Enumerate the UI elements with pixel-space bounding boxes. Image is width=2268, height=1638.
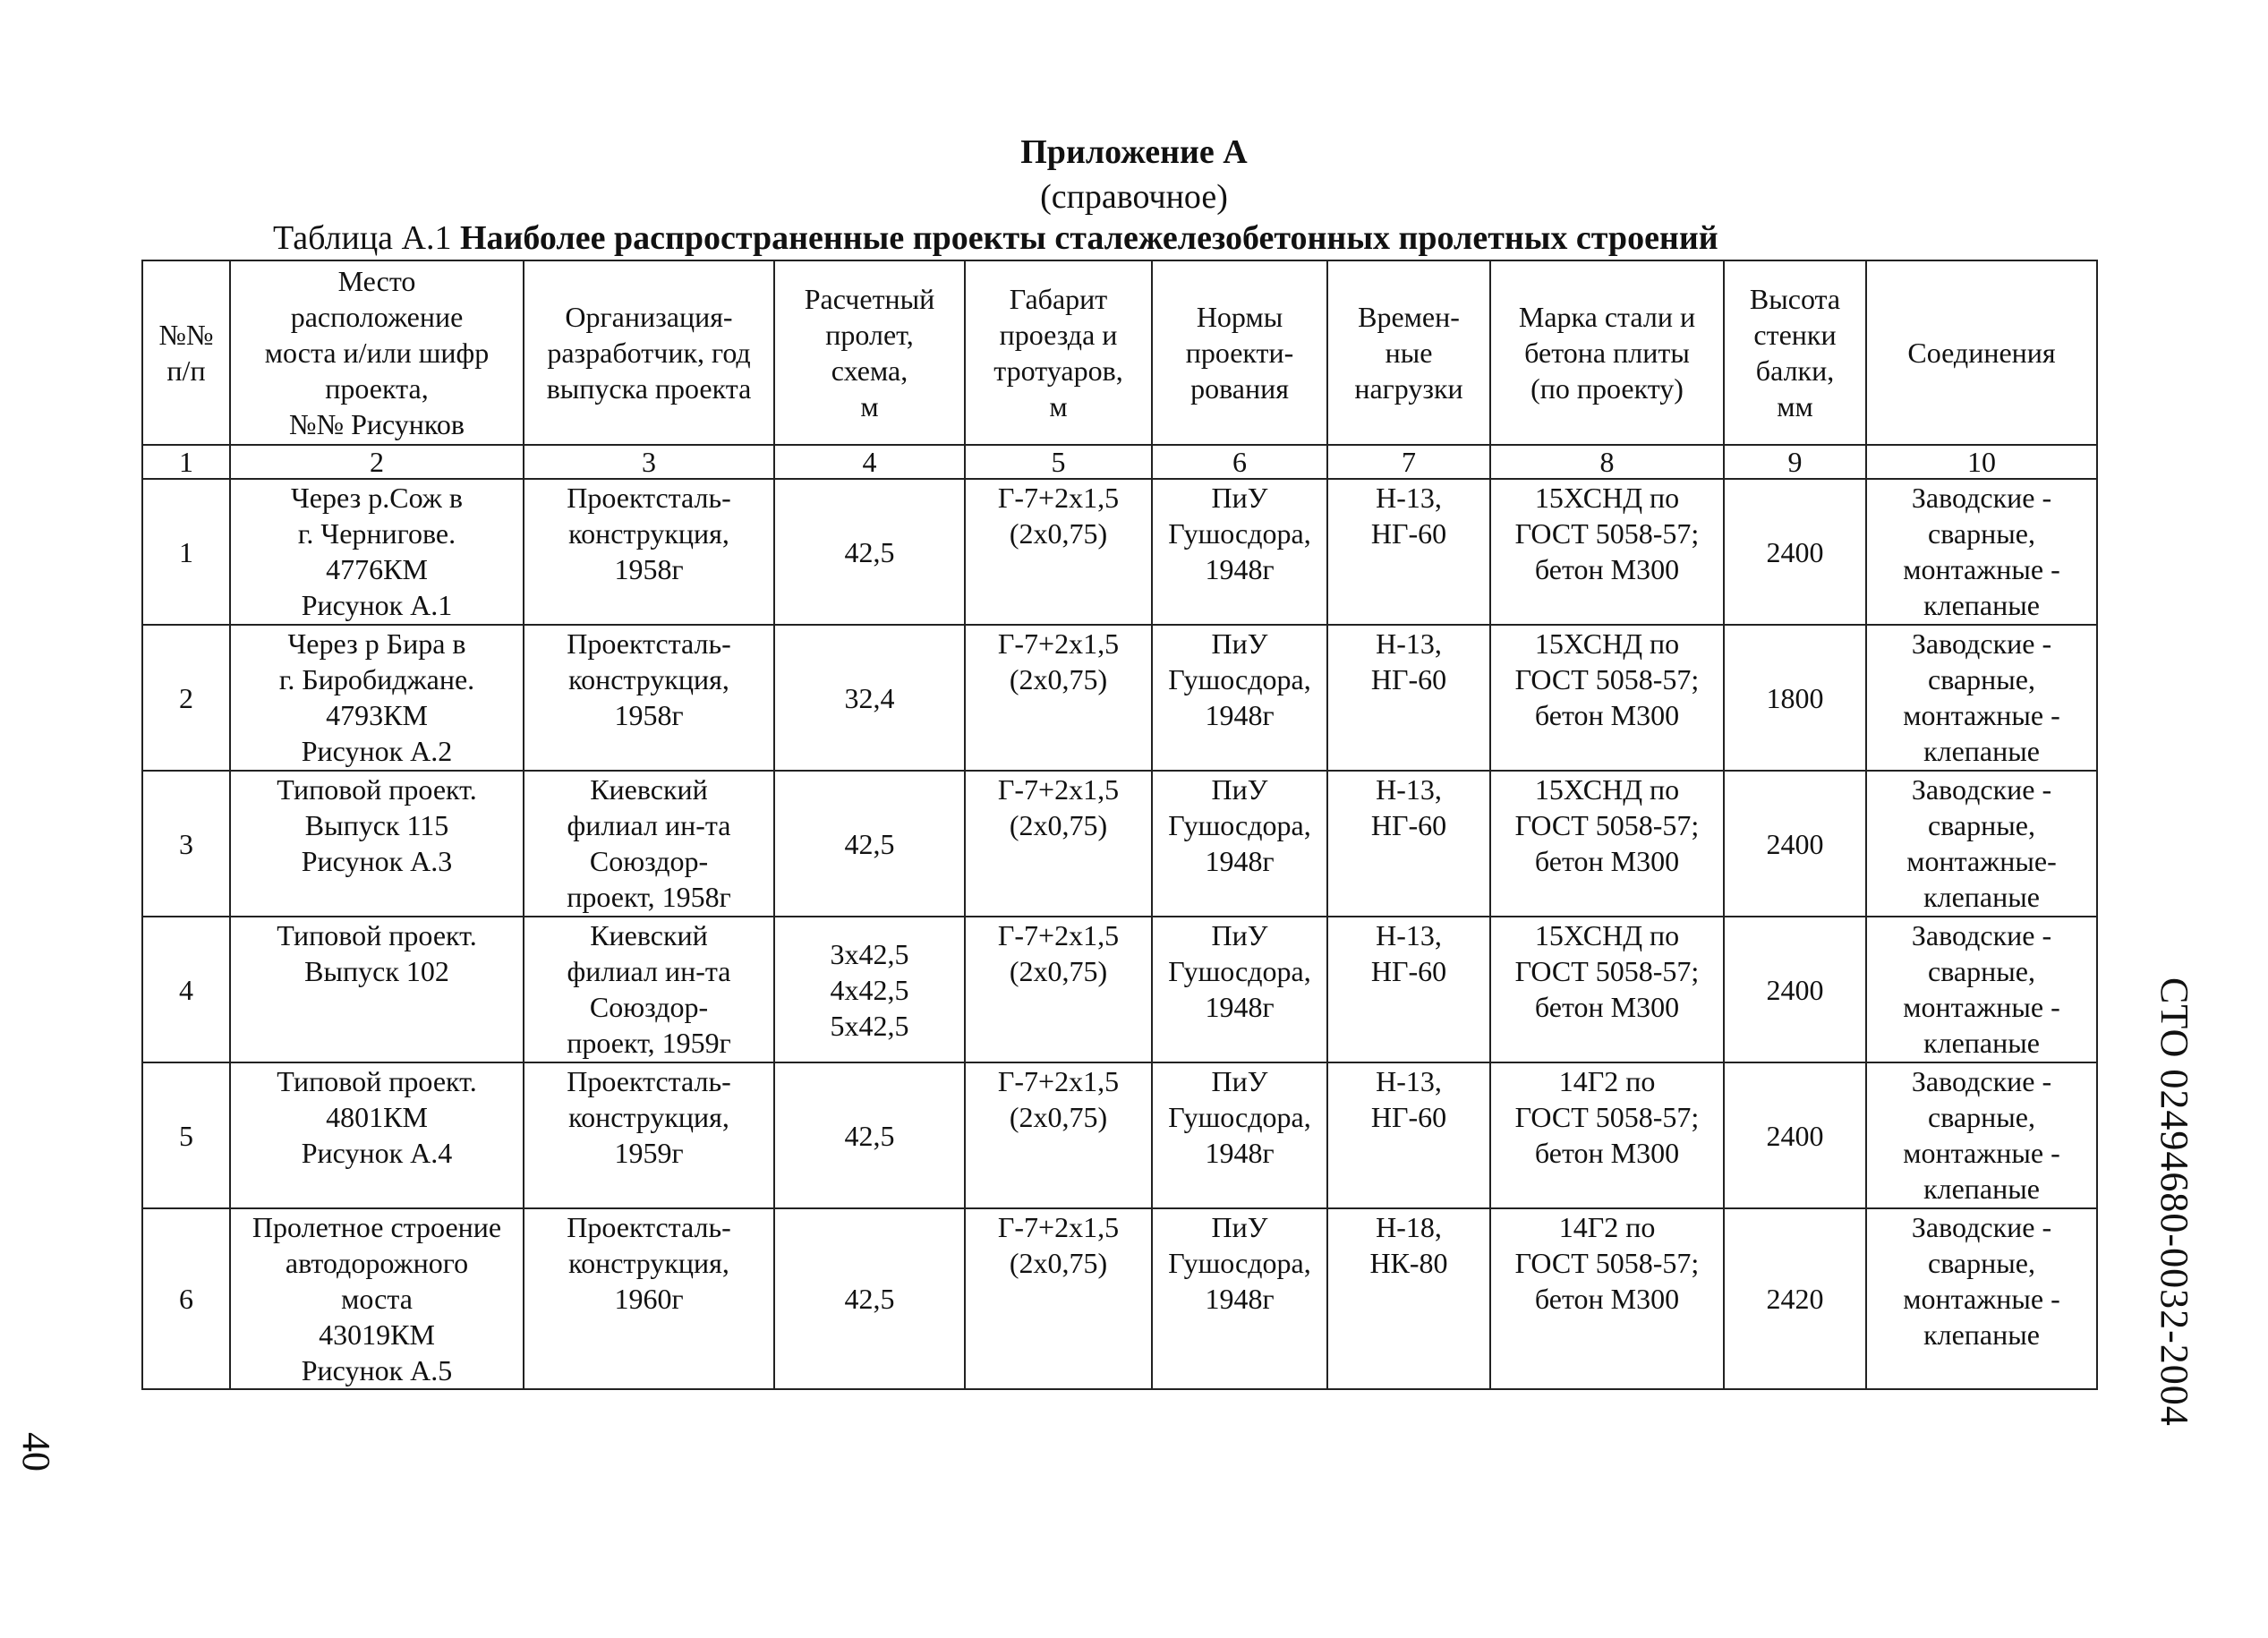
cell-line: Г-7+2х1,5 <box>997 627 1120 660</box>
table-caption <box>273 218 1718 258</box>
cell-line: ГОСТ 5058-57; <box>1514 517 1700 550</box>
location-cell <box>230 1062 524 1208</box>
cell-line: м <box>1049 390 1068 422</box>
cell-line: 42,5 <box>844 535 895 568</box>
document-code: СТО 02494680-0032-2004 <box>2153 977 2196 1427</box>
table-row <box>142 1062 2097 1208</box>
cell-line: проекти- <box>1185 337 1294 369</box>
cell-line: Заводские - <box>1911 1211 2052 1243</box>
steel-grade-cell <box>1490 771 1724 917</box>
clearance-cell <box>965 917 1152 1062</box>
cell-line: Проектсталь- <box>567 482 731 514</box>
cell-line: монтажные - <box>1903 1137 2060 1169</box>
cell-line: Через р Бира в <box>287 627 466 660</box>
cell-line: 1959г <box>614 1137 684 1169</box>
header-cell <box>524 260 774 445</box>
column-number-cell: 6 <box>1152 445 1327 479</box>
cell-line: монтажные - <box>1903 699 2060 731</box>
cell-line: Нормы <box>1196 301 1283 333</box>
table-caption-label: Таблица А.1 <box>273 219 460 257</box>
table-row <box>142 479 2097 625</box>
design-norms-cell <box>1152 1208 1327 1389</box>
loads-cell <box>1327 625 1490 771</box>
cell-line: сварные, <box>1928 663 2035 695</box>
cell-line: бетон М300 <box>1534 699 1680 731</box>
cell-line: ГОСТ 5058-57; <box>1514 1247 1700 1279</box>
cell-line: Проектсталь- <box>567 1065 731 1097</box>
cell-line: №№ <box>158 319 214 351</box>
cell-line: Г-7+2х1,5 <box>997 919 1120 951</box>
cell-line: 1948г <box>1205 991 1275 1023</box>
cell-line: 1948г <box>1205 553 1275 585</box>
row-number-cell: 5 <box>142 1062 230 1208</box>
cell-line: стенки <box>1753 319 1837 351</box>
cell-line: бетона плиты <box>1524 337 1690 369</box>
cell-line: сварные, <box>1928 809 2035 841</box>
cell-line: 15ХСНД по <box>1534 627 1680 660</box>
cell-line: филиал ин-та <box>567 809 731 841</box>
cell-line: ные <box>1385 337 1433 369</box>
cell-line: тротуаров, <box>993 354 1123 387</box>
cell-line: №№ Рисунков <box>289 408 465 440</box>
steel-grade-cell <box>1490 1062 1724 1208</box>
cell-line: 15ХСНД по <box>1534 919 1680 951</box>
cell-line: 1948г <box>1205 1137 1275 1169</box>
cell-line: сварные, <box>1928 517 2035 550</box>
cell-line: Типовой проект. <box>277 1065 477 1097</box>
cell-line: Рисунок А.3 <box>301 845 453 877</box>
span-cell <box>774 479 965 625</box>
cell-line: 4793КМ <box>326 699 428 731</box>
cell-line: бетон М300 <box>1534 845 1680 877</box>
cell-line: 43019КМ <box>319 1318 435 1351</box>
location-cell <box>230 625 524 771</box>
design-norms-cell <box>1152 771 1327 917</box>
cell-line: проекта, <box>325 372 429 405</box>
cell-line: (2х0,75) <box>1009 1247 1108 1279</box>
cell-line: 42,5 <box>844 827 895 860</box>
design-norms-cell <box>1152 625 1327 771</box>
web-height-cell: 2400 <box>1724 1062 1866 1208</box>
cell-line: Рисунок А.4 <box>301 1137 453 1169</box>
steel-grade-cell <box>1490 917 1724 1062</box>
cell-line: конструкция, <box>568 1101 729 1133</box>
cell-line: Заводские - <box>1911 773 2052 806</box>
cell-line: Гушосдора, <box>1168 663 1311 695</box>
cell-line: бетон М300 <box>1534 1137 1680 1169</box>
design-norms-cell <box>1152 917 1327 1062</box>
cell-line: (2х0,75) <box>1009 955 1108 987</box>
table-caption-text: Наиболее распространенные проекты сталежелезобетонных пролетных строений <box>459 219 1718 257</box>
location-cell <box>230 1208 524 1389</box>
cell-line: проект, 1959г <box>567 1027 731 1059</box>
cell-line: НГ-60 <box>1370 809 1447 841</box>
header-cell <box>965 260 1152 445</box>
header-cell <box>1327 260 1490 445</box>
cell-line: Г-7+2х1,5 <box>997 482 1120 514</box>
appendix-subtitle: (справочное) <box>1040 178 1228 216</box>
table-header-row <box>142 260 2097 445</box>
cell-line: м <box>860 390 879 422</box>
organization-cell <box>524 1208 774 1389</box>
cell-line: Рисунок А.2 <box>301 735 453 767</box>
location-cell <box>230 771 524 917</box>
design-norms-cell <box>1152 1062 1327 1208</box>
cell-line: Н-13, <box>1376 773 1442 806</box>
cell-line: моста <box>341 1283 413 1315</box>
cell-line: Союздор- <box>589 845 709 877</box>
row-number-cell: 4 <box>142 917 230 1062</box>
column-number-cell: 8 <box>1490 445 1724 479</box>
cell-line: Г-7+2х1,5 <box>997 1211 1120 1243</box>
cell-line: 15ХСНД по <box>1534 482 1680 514</box>
header-cell <box>1724 260 1866 445</box>
clearance-cell <box>965 625 1152 771</box>
joints-cell <box>1866 1208 2097 1389</box>
cell-line: клепаные <box>1923 1027 2040 1059</box>
joints-cell <box>1866 625 2097 771</box>
steel-grade-cell <box>1490 625 1724 771</box>
cell-line: клепаные <box>1923 589 2040 621</box>
cell-line: Расчетный <box>804 283 935 315</box>
web-height-cell: 2420 <box>1724 1208 1866 1389</box>
cell-line: ПиУ <box>1211 1065 1268 1097</box>
loads-cell <box>1327 917 1490 1062</box>
row-number-cell: 2 <box>142 625 230 771</box>
cell-line: 1948г <box>1205 699 1275 731</box>
web-height-cell: 1800 <box>1724 625 1866 771</box>
column-number-cell: 3 <box>524 445 774 479</box>
cell-line: выпуска проекта <box>546 372 752 405</box>
span-cell <box>774 771 965 917</box>
cell-line: проект, 1958г <box>567 881 731 913</box>
cell-line: ГОСТ 5058-57; <box>1514 663 1700 695</box>
cell-line: Гушосдора, <box>1168 1101 1311 1133</box>
cell-line: Организация- <box>565 301 733 333</box>
cell-line: Высота <box>1749 283 1841 315</box>
cell-line: Место <box>337 265 416 297</box>
cell-line: Рисунок А.5 <box>301 1354 453 1386</box>
cell-line: Рисунок А.1 <box>301 589 453 621</box>
cell-line: монтажные - <box>1903 1283 2060 1315</box>
cell-line: Габарит <box>1009 283 1108 315</box>
column-number-cell: 1 <box>142 445 230 479</box>
cell-line: Марка стали и <box>1518 301 1696 333</box>
cell-line: Союздор- <box>589 991 709 1023</box>
cell-line: разработчик, год <box>547 337 751 369</box>
span-cell <box>774 1208 965 1389</box>
table-row <box>142 917 2097 1062</box>
cell-line: НГ-60 <box>1370 1101 1447 1133</box>
cell-line: пролет, <box>825 319 914 351</box>
cell-line: Н-13, <box>1376 1065 1442 1097</box>
cell-line: Соединения <box>1907 337 2056 369</box>
header-cell <box>1152 260 1327 445</box>
column-number-row <box>142 445 2097 479</box>
organization-cell <box>524 771 774 917</box>
cell-line: Проектсталь- <box>567 1211 731 1243</box>
cell-line: Заводские - <box>1911 919 2052 951</box>
cell-line: моста и/или шифр <box>264 337 490 369</box>
cell-line: 14Г2 по <box>1558 1065 1656 1097</box>
column-number-cell: 5 <box>965 445 1152 479</box>
cell-line: (2х0,75) <box>1009 663 1108 695</box>
cell-line: НГ-60 <box>1370 955 1447 987</box>
cell-line: Через р.Сож в <box>291 482 463 514</box>
cell-line: ГОСТ 5058-57; <box>1514 955 1700 987</box>
cell-line: балки, <box>1755 354 1835 387</box>
cell-line: 1948г <box>1205 845 1275 877</box>
cell-line: бетон М300 <box>1534 991 1680 1023</box>
cell-line: конструкция, <box>568 517 729 550</box>
cell-line: Гушосдора, <box>1168 955 1311 987</box>
table-row <box>142 625 2097 771</box>
organization-cell <box>524 917 774 1062</box>
clearance-cell <box>965 1062 1152 1208</box>
cell-line: Г-7+2х1,5 <box>997 1065 1120 1097</box>
joints-cell <box>1866 1062 2097 1208</box>
organization-cell <box>524 625 774 771</box>
cell-line: клепаные <box>1923 1173 2040 1205</box>
cell-line: 4х42,5 <box>830 973 909 1006</box>
cell-line: Выпуск 115 <box>304 809 449 841</box>
cell-line: Типовой проект. <box>277 773 477 806</box>
cell-line: Заводские - <box>1911 627 2052 660</box>
span-cell <box>774 625 965 771</box>
row-number-cell: 1 <box>142 479 230 625</box>
clearance-cell <box>965 479 1152 625</box>
organization-cell <box>524 479 774 625</box>
cell-line: 15ХСНД по <box>1534 773 1680 806</box>
projects-table <box>141 260 2098 1390</box>
cell-line: п/п <box>166 354 206 387</box>
cell-line: (2х0,75) <box>1009 1101 1108 1133</box>
header-cell <box>230 260 524 445</box>
cell-line: клепаные <box>1923 1318 2040 1351</box>
cell-line: 42,5 <box>844 1119 895 1152</box>
cell-line: Типовой проект. <box>277 919 477 951</box>
cell-line: схема, <box>831 354 908 387</box>
cell-line: Времен- <box>1358 301 1460 333</box>
cell-line: (2х0,75) <box>1009 517 1108 550</box>
loads-cell <box>1327 771 1490 917</box>
cell-line: ПиУ <box>1211 482 1268 514</box>
cell-line: Киевский <box>590 919 708 951</box>
cell-line: Н-13, <box>1376 482 1442 514</box>
cell-line: 1958г <box>614 553 684 585</box>
cell-line: автодорожного <box>285 1247 469 1279</box>
steel-grade-cell <box>1490 479 1724 625</box>
cell-line: нагрузки <box>1354 372 1463 405</box>
web-height-cell: 2400 <box>1724 771 1866 917</box>
cell-line: (по проекту) <box>1530 372 1684 405</box>
cell-line: 32,4 <box>844 681 895 714</box>
cell-line: ПиУ <box>1211 1211 1268 1243</box>
cell-line: 3х42,5 <box>830 937 909 970</box>
cell-line: 4801КМ <box>326 1101 428 1133</box>
cell-line: клепаные <box>1923 735 2040 767</box>
loads-cell <box>1327 1208 1490 1389</box>
cell-line: монтажные - <box>1903 553 2060 585</box>
cell-line: Проектсталь- <box>567 627 731 660</box>
clearance-cell <box>965 1208 1152 1389</box>
cell-line: рования <box>1190 372 1289 405</box>
column-number-cell: 7 <box>1327 445 1490 479</box>
table-row <box>142 1208 2097 1389</box>
cell-line: 42,5 <box>844 1283 895 1315</box>
cell-line: Киевский <box>590 773 708 806</box>
cell-line: мм <box>1777 390 1813 422</box>
column-number-cell: 4 <box>774 445 965 479</box>
cell-line: монтажные - <box>1903 991 2060 1023</box>
cell-line: ПиУ <box>1211 627 1268 660</box>
cell-line: конструкция, <box>568 663 729 695</box>
cell-line: Выпуск 102 <box>304 955 449 987</box>
cell-line: Заводские - <box>1911 1065 2052 1097</box>
cell-line: Гушосдора, <box>1168 1247 1311 1279</box>
cell-line: Н-13, <box>1376 627 1442 660</box>
clearance-cell <box>965 771 1152 917</box>
cell-line: Заводские - <box>1911 482 2052 514</box>
joints-cell <box>1866 917 2097 1062</box>
cell-line: ГОСТ 5058-57; <box>1514 1101 1700 1133</box>
cell-line: ПиУ <box>1211 919 1268 951</box>
appendix-title: Приложение А <box>1020 133 1248 171</box>
cell-line: филиал ин-та <box>567 955 731 987</box>
web-height-cell: 2400 <box>1724 479 1866 625</box>
joints-cell <box>1866 771 2097 917</box>
cell-line: Н-18, <box>1376 1211 1442 1243</box>
row-number-cell: 6 <box>142 1208 230 1389</box>
cell-line: Гушосдора, <box>1168 809 1311 841</box>
cell-line: проезда и <box>999 319 1118 351</box>
cell-line: расположение <box>290 301 464 333</box>
web-height-cell: 2400 <box>1724 917 1866 1062</box>
cell-line: Пролетное строение <box>252 1211 502 1243</box>
location-cell <box>230 479 524 625</box>
span-cell <box>774 917 965 1062</box>
cell-line: сварные, <box>1928 1247 2035 1279</box>
cell-line: бетон М300 <box>1534 553 1680 585</box>
span-cell <box>774 1062 965 1208</box>
cell-line: 1960г <box>614 1283 684 1315</box>
cell-line: Гушосдора, <box>1168 517 1311 550</box>
cell-line: ГОСТ 5058-57; <box>1514 809 1700 841</box>
row-number-cell: 3 <box>142 771 230 917</box>
cell-line: ПиУ <box>1211 773 1268 806</box>
loads-cell <box>1327 479 1490 625</box>
header-cell <box>774 260 965 445</box>
cell-line: г. Биробиджане. <box>278 663 475 695</box>
organization-cell <box>524 1062 774 1208</box>
cell-line: НК-80 <box>1369 1247 1448 1279</box>
cell-line: сварные, <box>1928 955 2035 987</box>
loads-cell <box>1327 1062 1490 1208</box>
cell-line: (2х0,75) <box>1009 809 1108 841</box>
column-number-cell: 10 <box>1866 445 2097 479</box>
cell-line: 1948г <box>1205 1283 1275 1315</box>
cell-line: 1958г <box>614 699 684 731</box>
location-cell <box>230 917 524 1062</box>
column-number-cell: 2 <box>230 445 524 479</box>
design-norms-cell <box>1152 479 1327 625</box>
steel-grade-cell <box>1490 1208 1724 1389</box>
joints-cell <box>1866 479 2097 625</box>
cell-line: конструкция, <box>568 1247 729 1279</box>
cell-line: клепаные <box>1923 881 2040 913</box>
header-cell <box>1490 260 1724 445</box>
cell-line: монтажные- <box>1906 845 2057 877</box>
header-cell <box>1866 260 2097 445</box>
cell-line: НГ-60 <box>1370 663 1447 695</box>
cell-line: сварные, <box>1928 1101 2035 1133</box>
table-row <box>142 771 2097 917</box>
header-cell <box>142 260 230 445</box>
cell-line: Н-13, <box>1376 919 1442 951</box>
cell-line: г. Чернигове. <box>297 517 456 550</box>
cell-line: НГ-60 <box>1370 517 1447 550</box>
cell-line: 14Г2 по <box>1558 1211 1656 1243</box>
page-number: 40 <box>14 1432 58 1472</box>
cell-line: 4776КМ <box>326 553 428 585</box>
cell-line: 5х42,5 <box>830 1009 909 1042</box>
cell-line: Г-7+2х1,5 <box>997 773 1120 806</box>
cell-line: бетон М300 <box>1534 1283 1680 1315</box>
column-number-cell: 9 <box>1724 445 1866 479</box>
